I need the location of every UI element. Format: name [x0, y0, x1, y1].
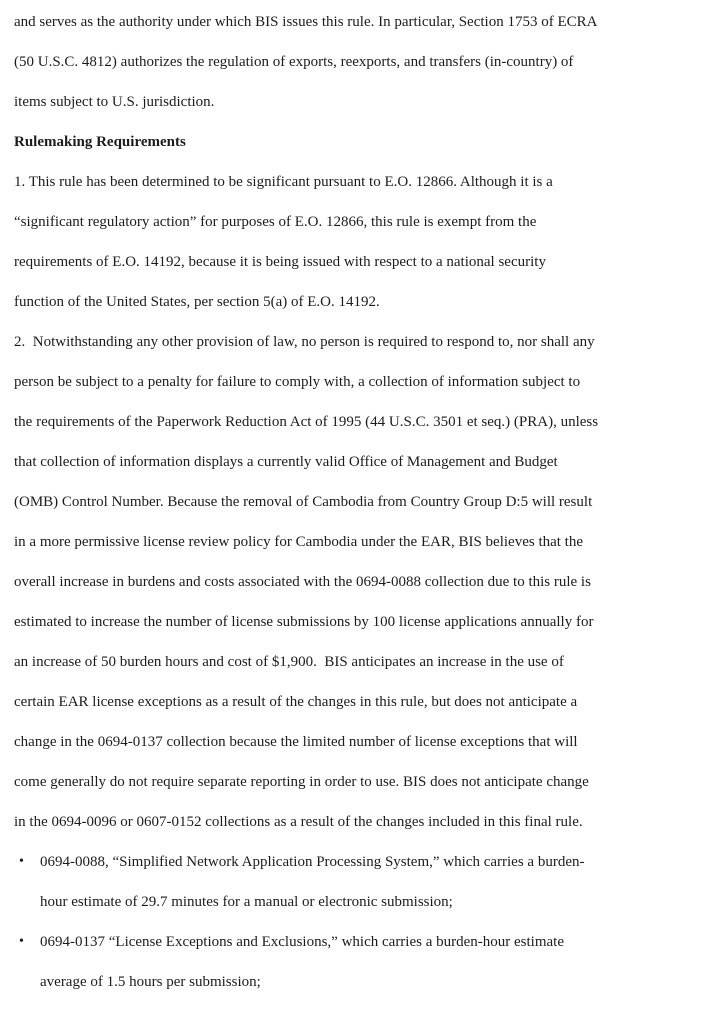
bullet-text: 0694-0137 “License Exceptions and Exclusions,” which carries a burden-hour estimate: [40, 934, 564, 950]
section-heading: Rulemaking Requirements: [14, 134, 186, 150]
bullet-text: hour estimate of 29.7 minutes for a manual or electronic submission;: [40, 894, 453, 910]
bullet-marker: •: [19, 934, 24, 949]
paragraph-line: “significant regulatory action” for purposes of E.O. 12866, this rule is exempt from the: [14, 214, 537, 230]
paragraph-line: estimated to increase the number of license submissions by 100 license applications annually for: [14, 614, 594, 630]
bullet-item-line: [14, 922, 693, 962]
paragraph-line: overall increase in burdens and costs associated with the 0694-0088 collection due to this rule is: [14, 574, 591, 590]
paragraph-line: come generally do not require separate reporting in order to use. BIS does not anticipate change: [14, 774, 589, 790]
paragraph-line: person be subject to a penalty for failure to comply with, a collection of information subject to: [14, 374, 581, 390]
paragraph-line: requirements of E.O. 14192, because it is being issued with respect to a national security: [14, 254, 546, 270]
paragraph-line: that collection of information displays a currently valid Office of Management and Budget: [14, 454, 558, 470]
paragraph-line: 1. This rule has been determined to be significant pursuant to E.O. 12866. Although it is a: [14, 174, 553, 190]
paragraph-line: an increase of 50 burden hours and cost of $1,900. BIS anticipates an increase in the use of: [14, 654, 564, 670]
paragraph-line: items subject to U.S. jurisdiction.: [14, 94, 215, 110]
paragraph-line: and serves as the authority under which BIS issues this rule. In particular, Section 1753 of ECRA: [14, 14, 598, 30]
bullet-text: 0694-0088, “Simplified Network Application Processing System,” which carries a burden-: [40, 854, 585, 870]
bullet-continuation-line: [14, 962, 693, 1002]
bullet-continuation-line: [14, 882, 693, 922]
bullet-item-line: [14, 842, 693, 882]
paragraph-line: change in the 0694-0137 collection because the limited number of license exceptions that will: [14, 734, 578, 750]
bullet-text: average of 1.5 hours per submission;: [40, 974, 261, 990]
paragraph-line: function of the United States, per section 5(a) of E.O. 14192.: [14, 294, 380, 310]
paragraph-line: in a more permissive license review policy for Cambodia under the EAR, BIS believes that the: [14, 534, 584, 550]
document-body: [14, 2, 693, 1002]
paragraph-line: in the 0694-0096 or 0607-0152 collections as a result of the changes included in this final rule.: [14, 814, 583, 830]
paragraph-line: the requirements of the Paperwork Reduction Act of 1995 (44 U.S.C. 3501 et seq.) (PRA), unless: [14, 414, 599, 430]
paragraph-line: 2. Notwithstanding any other provision of law, no person is required to respond to, nor shall any: [14, 334, 595, 350]
paragraph-line: (OMB) Control Number. Because the removal of Cambodia from Country Group D:5 will result: [14, 494, 593, 510]
paragraph-line: certain EAR license exceptions as a result of the changes in this rule, but does not anticipate a: [14, 694, 578, 710]
paragraph-line: (50 U.S.C. 4812) authorizes the regulation of exports, reexports, and transfers (in-country) of: [14, 54, 574, 70]
bullet-marker: •: [19, 854, 24, 869]
